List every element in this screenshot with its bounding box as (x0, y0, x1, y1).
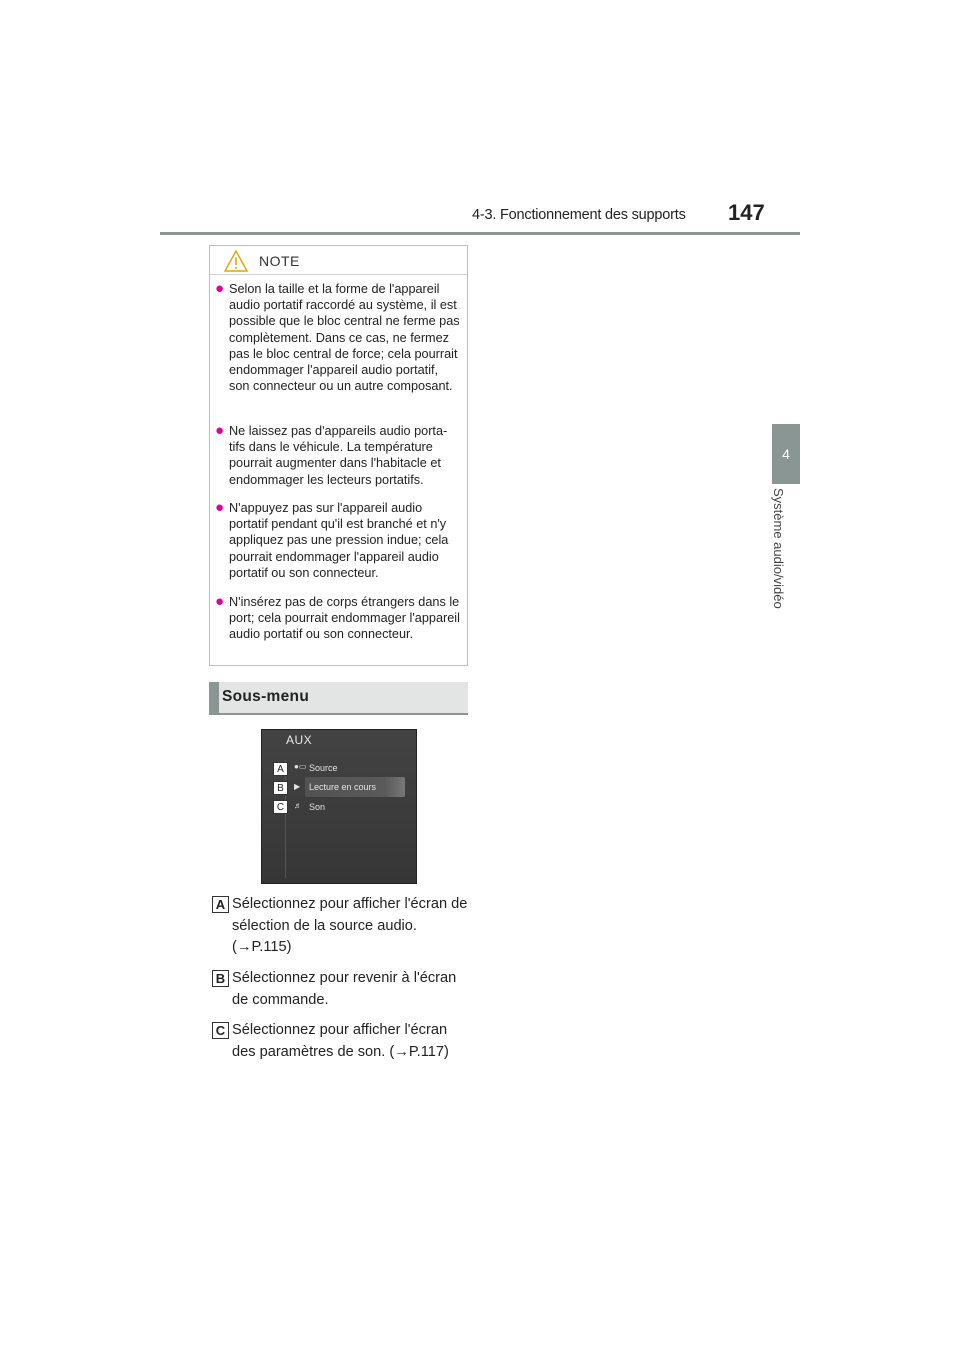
page-number: 147 (728, 200, 765, 225)
note-item-text: Ne laissez pas d'appareils audio porta-tifs dans le véhicule. La température pourrait augmenter dans l'habitacle et endommager les lecteurs portatifs. (229, 424, 448, 487)
chapter-label: Système audio/vidéo (771, 488, 786, 609)
callout-label-b: B (273, 781, 288, 795)
note-item (215, 281, 460, 394)
play-icon: ▶ (294, 782, 301, 791)
description-a: Sélectionnez pour afficher l'écran de sélection de la source audio. (→P.115) (232, 896, 468, 955)
warning-icon (224, 250, 248, 272)
note-item-text: N'appuyez pas sur l'appareil audio portatif pendant qu'il est branché et n'y appliquez pas une pression indue; cela pourrait endommager l'appareil audio portatif ou son connecteur. (229, 501, 449, 580)
menu-item-now-playing: Lecture en cours (309, 782, 377, 792)
key-a: A (212, 896, 229, 913)
key-b: B (212, 970, 229, 987)
note-header (210, 246, 467, 275)
description-c: Sélectionnez pour afficher l'écran des paramètres de son. (→P.117) (232, 1022, 449, 1060)
bullet-icon: ● (215, 280, 225, 297)
chapter-number: 4 (782, 446, 790, 462)
note-item (215, 594, 460, 643)
bullet-icon: ● (215, 422, 225, 439)
submenu-heading: Sous-menu (222, 688, 310, 705)
bullet-icon: ● (215, 499, 225, 516)
note-title: NOTE (259, 253, 300, 269)
note-item (215, 500, 460, 581)
menu-item-source: Source (309, 763, 338, 773)
submenu-heading-accent (209, 682, 219, 715)
section-title: 4-3. Fonctionnement des supports (472, 207, 686, 223)
menu-item-sound: Son (309, 802, 326, 812)
callout-label-a: A (273, 762, 288, 776)
callout-label-c: C (273, 800, 288, 814)
screen-divider (285, 760, 286, 878)
note-item-text: Selon la taille et la forme de l'appareil audio portatif raccordé au système, il est possible que le bloc central ne ferme pas complètement. Dans ce cas, ne fermez pas le bloc central de force; cela pourrait endommager l'appareil audio portatif, son connecteur ou un autre composant. (229, 282, 460, 394)
bullet-icon: ● (215, 593, 225, 610)
source-icon: ●▭ (294, 762, 307, 771)
description-b: Sélectionnez pour revenir à l'écran de commande. (232, 970, 457, 1008)
note-item-text: N'insérez pas de corps étrangers dans le port; cela pourrait endommager l'appareil audio portatif ou son connecteur. (229, 595, 460, 642)
chapter-tab (772, 424, 800, 484)
note-item (215, 423, 460, 488)
header-rule (160, 232, 800, 235)
speaker-icon: ♬ (294, 801, 302, 810)
key-c: C (212, 1022, 229, 1039)
aux-screen-title: AUX (286, 733, 313, 747)
